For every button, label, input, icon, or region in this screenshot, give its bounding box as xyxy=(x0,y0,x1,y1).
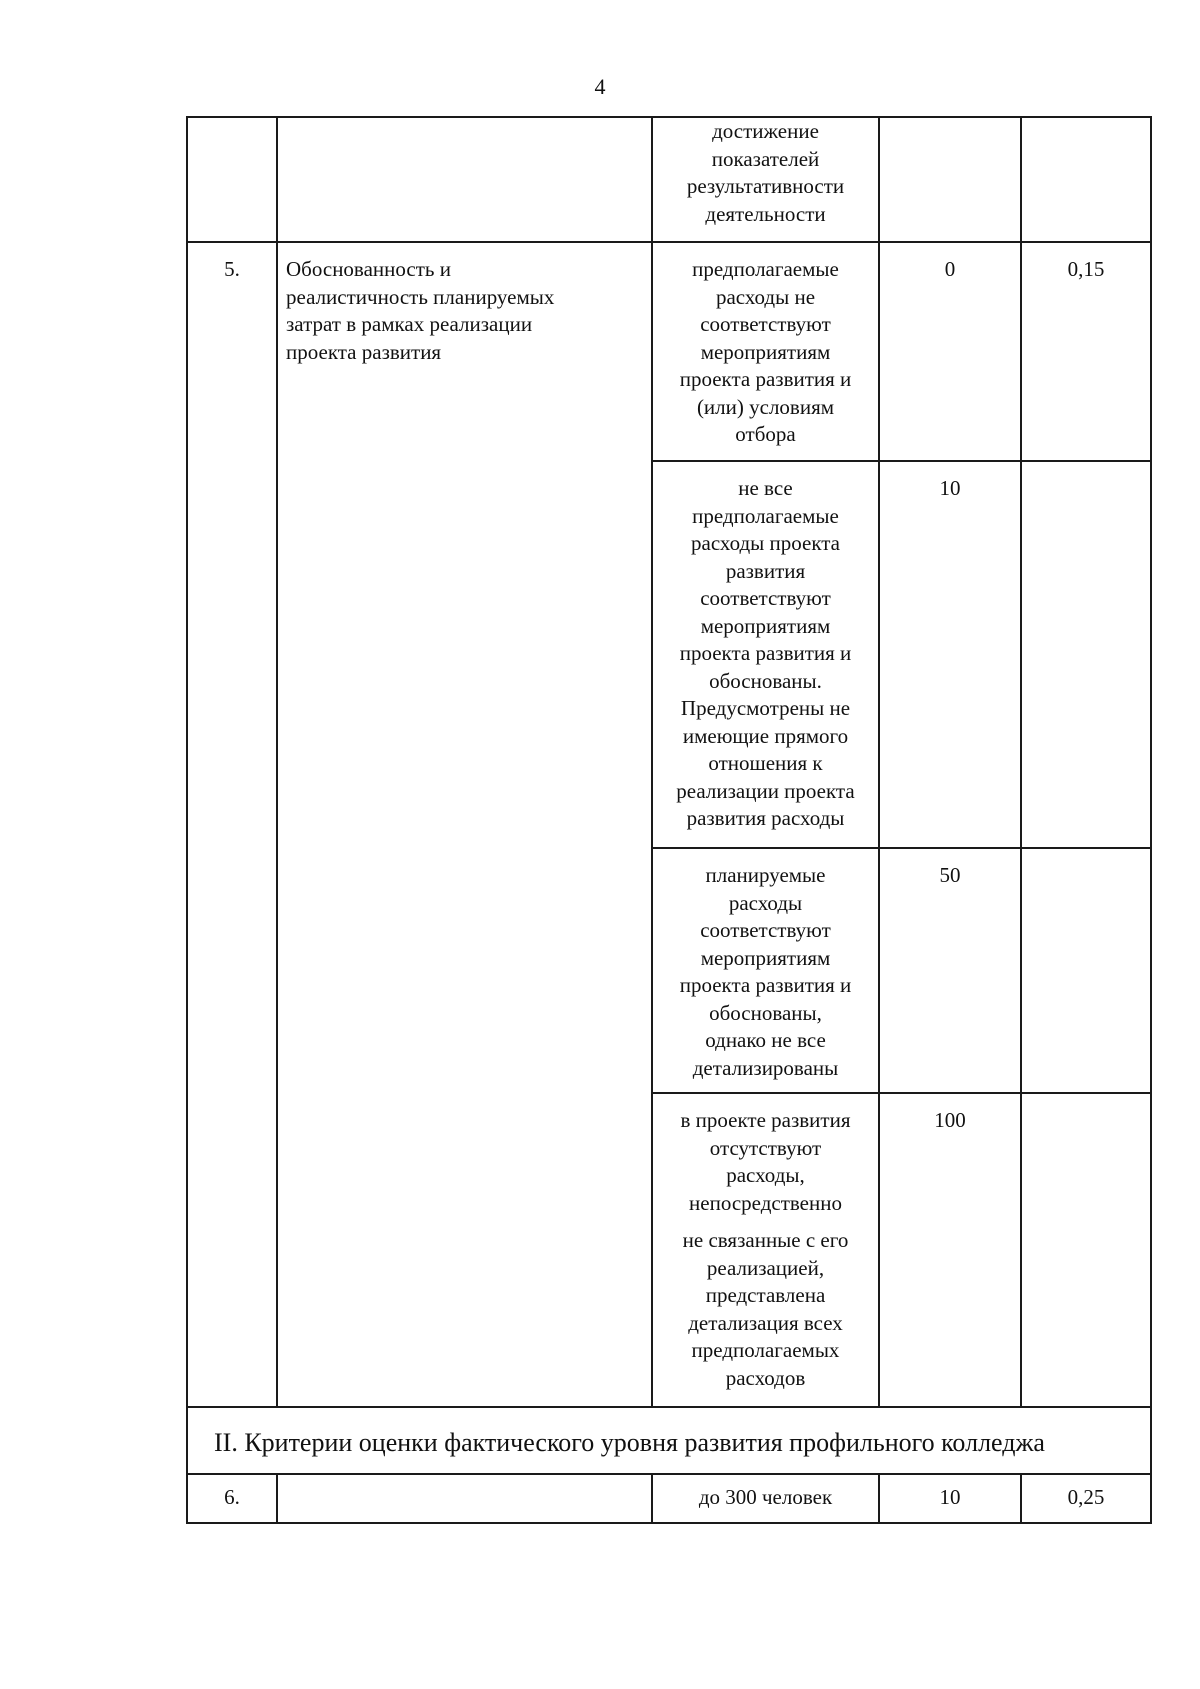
level-score: 10 xyxy=(939,476,961,500)
level-description: в проекте развития отсутствуют расходы, непосредственно не связанные с его реализацией, представлена детализация всех предполагаемых расходов xyxy=(653,1107,878,1392)
criteria-table xyxy=(186,116,1152,1524)
column-divider xyxy=(276,116,278,1406)
table-bottom-border xyxy=(186,1522,1152,1524)
section-heading: II. Критерии оценки фактического уровня развития профильного колледжа xyxy=(214,1428,1045,1457)
level-score: 0 xyxy=(944,257,956,281)
level-score: 50 xyxy=(939,863,961,887)
level-score: 100 xyxy=(934,1108,966,1132)
level-description: предполагаемые расходы не соответствуют мероприятиям проекта развития и (или) условиям отбора xyxy=(679,257,852,446)
level-description: планируемые расходы соответствуют мероприятиям проекта развития и обоснованы, однако не все детализированы xyxy=(679,863,852,1080)
continuation-description: достижение показателей результативности деятельности xyxy=(686,119,845,226)
table-left-border xyxy=(186,116,188,1524)
row-divider xyxy=(186,1406,1152,1408)
column-divider xyxy=(276,1473,278,1523)
criterion-number: 6. xyxy=(224,1485,240,1509)
page-number: 4 xyxy=(594,74,606,99)
criterion-title: Обоснованность и реалистичность планируемых затрат в рамках реализации проекта развития xyxy=(286,257,555,364)
table-right-border xyxy=(1150,116,1152,1524)
level-divider xyxy=(651,1092,1152,1094)
criterion-weight: 0,15 xyxy=(1067,257,1105,281)
row-divider xyxy=(186,241,1152,243)
paragraph-gap xyxy=(653,1217,878,1227)
column-divider xyxy=(1020,116,1022,1406)
column-divider xyxy=(878,116,880,1406)
row-divider xyxy=(186,1473,1152,1475)
criterion-number: 5. xyxy=(224,257,240,281)
level-divider xyxy=(651,847,1152,849)
level-divider xyxy=(651,460,1152,462)
level-description: до 300 человек xyxy=(698,1485,833,1509)
level-score: 10 xyxy=(939,1485,961,1509)
criterion-weight: 0,25 xyxy=(1067,1485,1105,1509)
level-description: не все предполагаемые расходы проекта развития соответствуют мероприятиям проекта развития и обоснованы. Предусмотрены не имеющие прямого отношения к реализации проекта развития расходы xyxy=(676,476,855,830)
